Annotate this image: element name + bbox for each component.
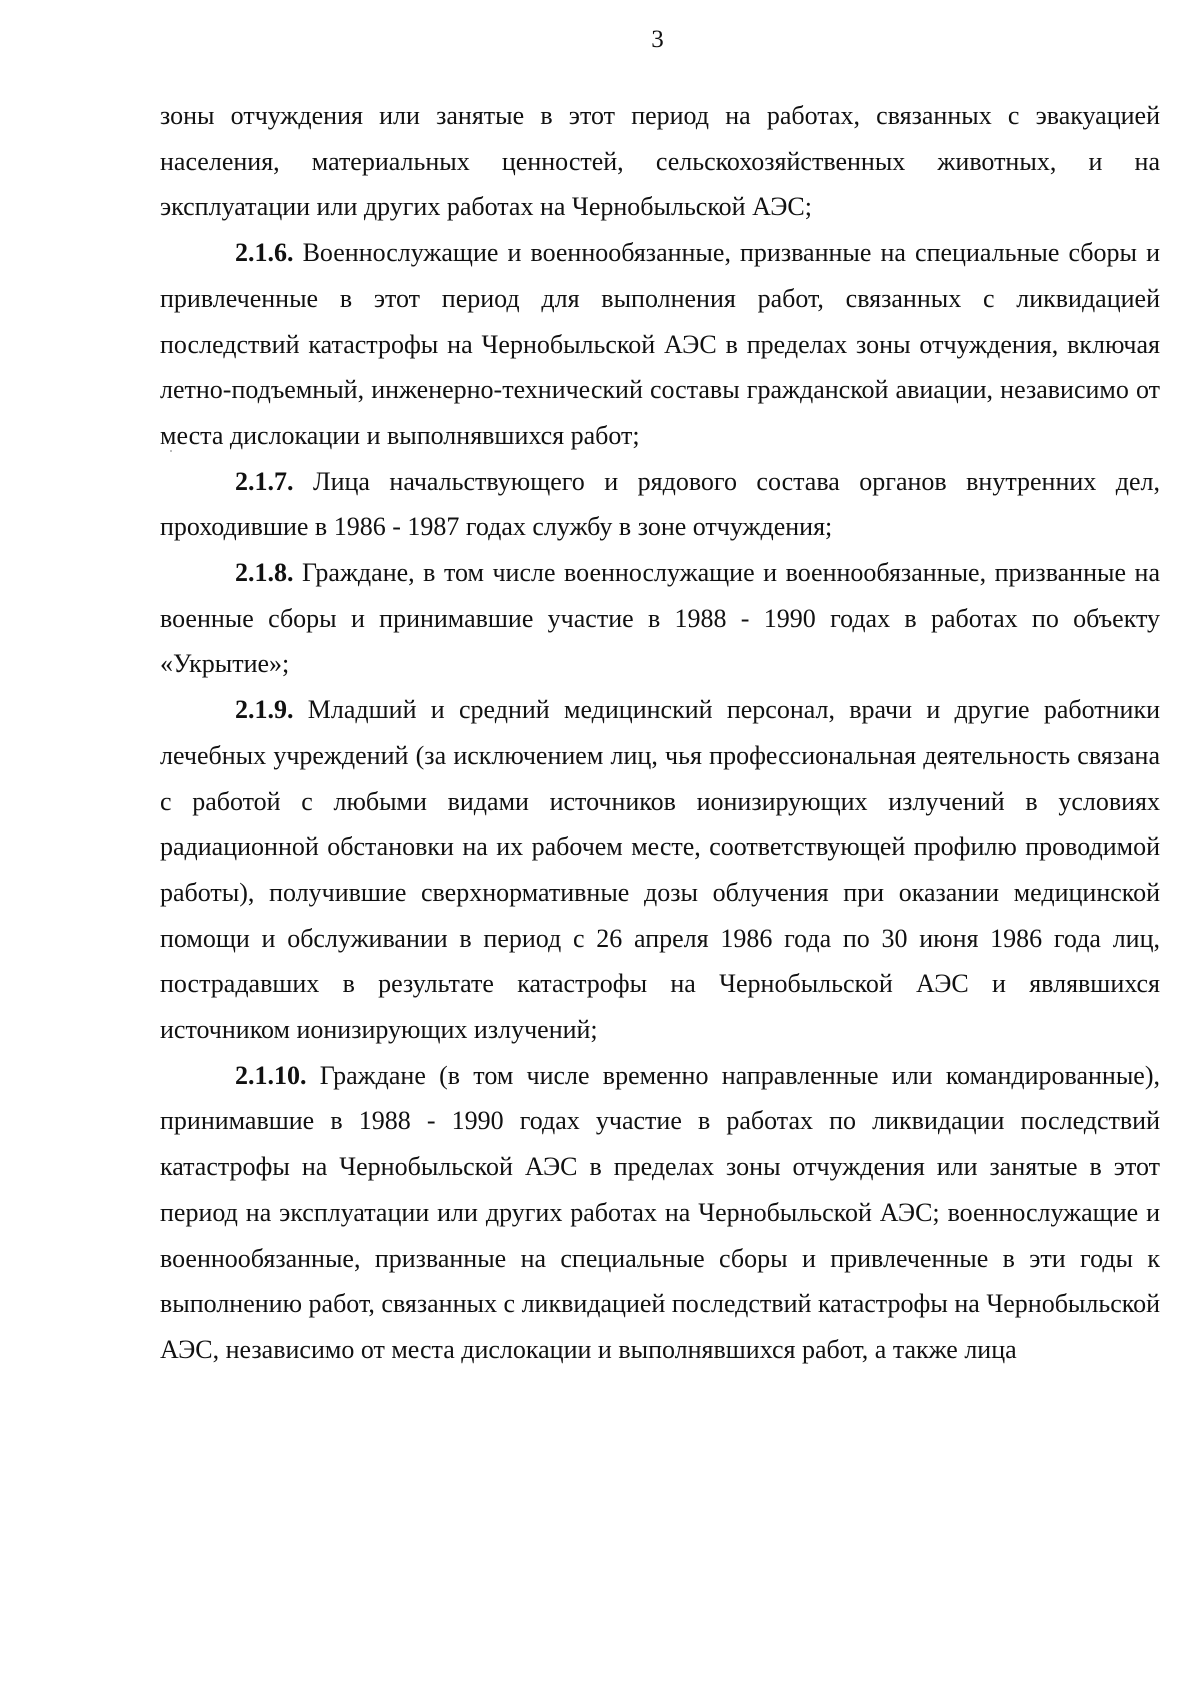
paragraph-2-1-7 — [160, 459, 1160, 550]
paragraph-2-1-8 — [160, 550, 1160, 687]
paragraph-text: Лица начальствующего и рядового состава органов внутренних дел, проходившие в 1986 - 1987 годах службу в зоне отчуждения; — [160, 466, 1160, 542]
clause-number: 2.1.9. — [235, 695, 294, 725]
scan-speck — [170, 450, 172, 452]
page-number: 3 — [651, 26, 664, 53]
clause-number: 2.1.6. — [235, 238, 294, 268]
paragraph-2-1-9 — [160, 687, 1160, 1053]
paragraph-2-1-10 — [160, 1053, 1160, 1373]
paragraph-text: Граждане (в том числе временно направленные или командированные), принимавшие в 1988 - 1990 годах участие в работах по ликвидации последствий катастрофы на Чернобыльской АЭС в пределах зоны отчуждения или занятые в этот период на эксплуатации или других работах на Чернобыльской АЭС; военнослужащие и военнообязанные, призванные на специальные сборы и привлеченные в эти годы к выполнению работ, связанных с ликвидацией последствий катастрофы на Чернобыльской АЭС, независимо от места дислокации и выполнявшихся работ, а также лица — [160, 1060, 1160, 1364]
paragraph-text: Военнослужащие и военнообязанные, призванные на специальные сборы и привлеченные в этот период для выполнения работ, связанных с ликвидацией последствий катастрофы на Чернобыльской АЭС в пределах зоны отчуждения, включая летно-подъемный, инженерно-технический составы гражданской авиации, независимо от места дислокации и выполнявшихся работ; — [160, 238, 1160, 450]
clause-number: 2.1.10. — [235, 1060, 307, 1090]
paragraph-text: зоны отчуждения или занятые в этот период на работах, связанных с эвакуацией населения, материальных ценностей, сельскохозяйственных животных, и на эксплуатации или других работах на Чернобыльской АЭС; — [160, 101, 1160, 222]
clause-number: 2.1.8. — [235, 558, 294, 588]
paragraph-continuation — [160, 93, 1160, 230]
clause-number: 2.1.7. — [235, 466, 294, 496]
paragraph-text: Младший и средний медицинский персонал, врачи и другие работники лечебных учреждений (за исключением лиц, чья профессиональная деятельность связана с работой с любыми видами источников ионизирующих излучений в условиях радиационной обстановки на их рабочем месте, соответствующей профилю проводимой работы), получившие сверхнормативные дозы облучения при оказании медицинской помощи и обслуживании в период с 26 апреля 1986 года по 30 июня 1986 года лиц, пострадавших в результате катастрофы на Чернобыльской АЭС и являвшихся источником ионизирующих излучений; — [160, 695, 1160, 1045]
paragraph-2-1-6 — [160, 230, 1160, 459]
paragraph-text: Граждане, в том числе военнослужащие и военнообязанные, призванные на военные сборы и принимавшие участие в 1988 - 1990 годах в работах по объекту «Укрытие»; — [160, 558, 1160, 679]
document-body — [160, 93, 1160, 1373]
